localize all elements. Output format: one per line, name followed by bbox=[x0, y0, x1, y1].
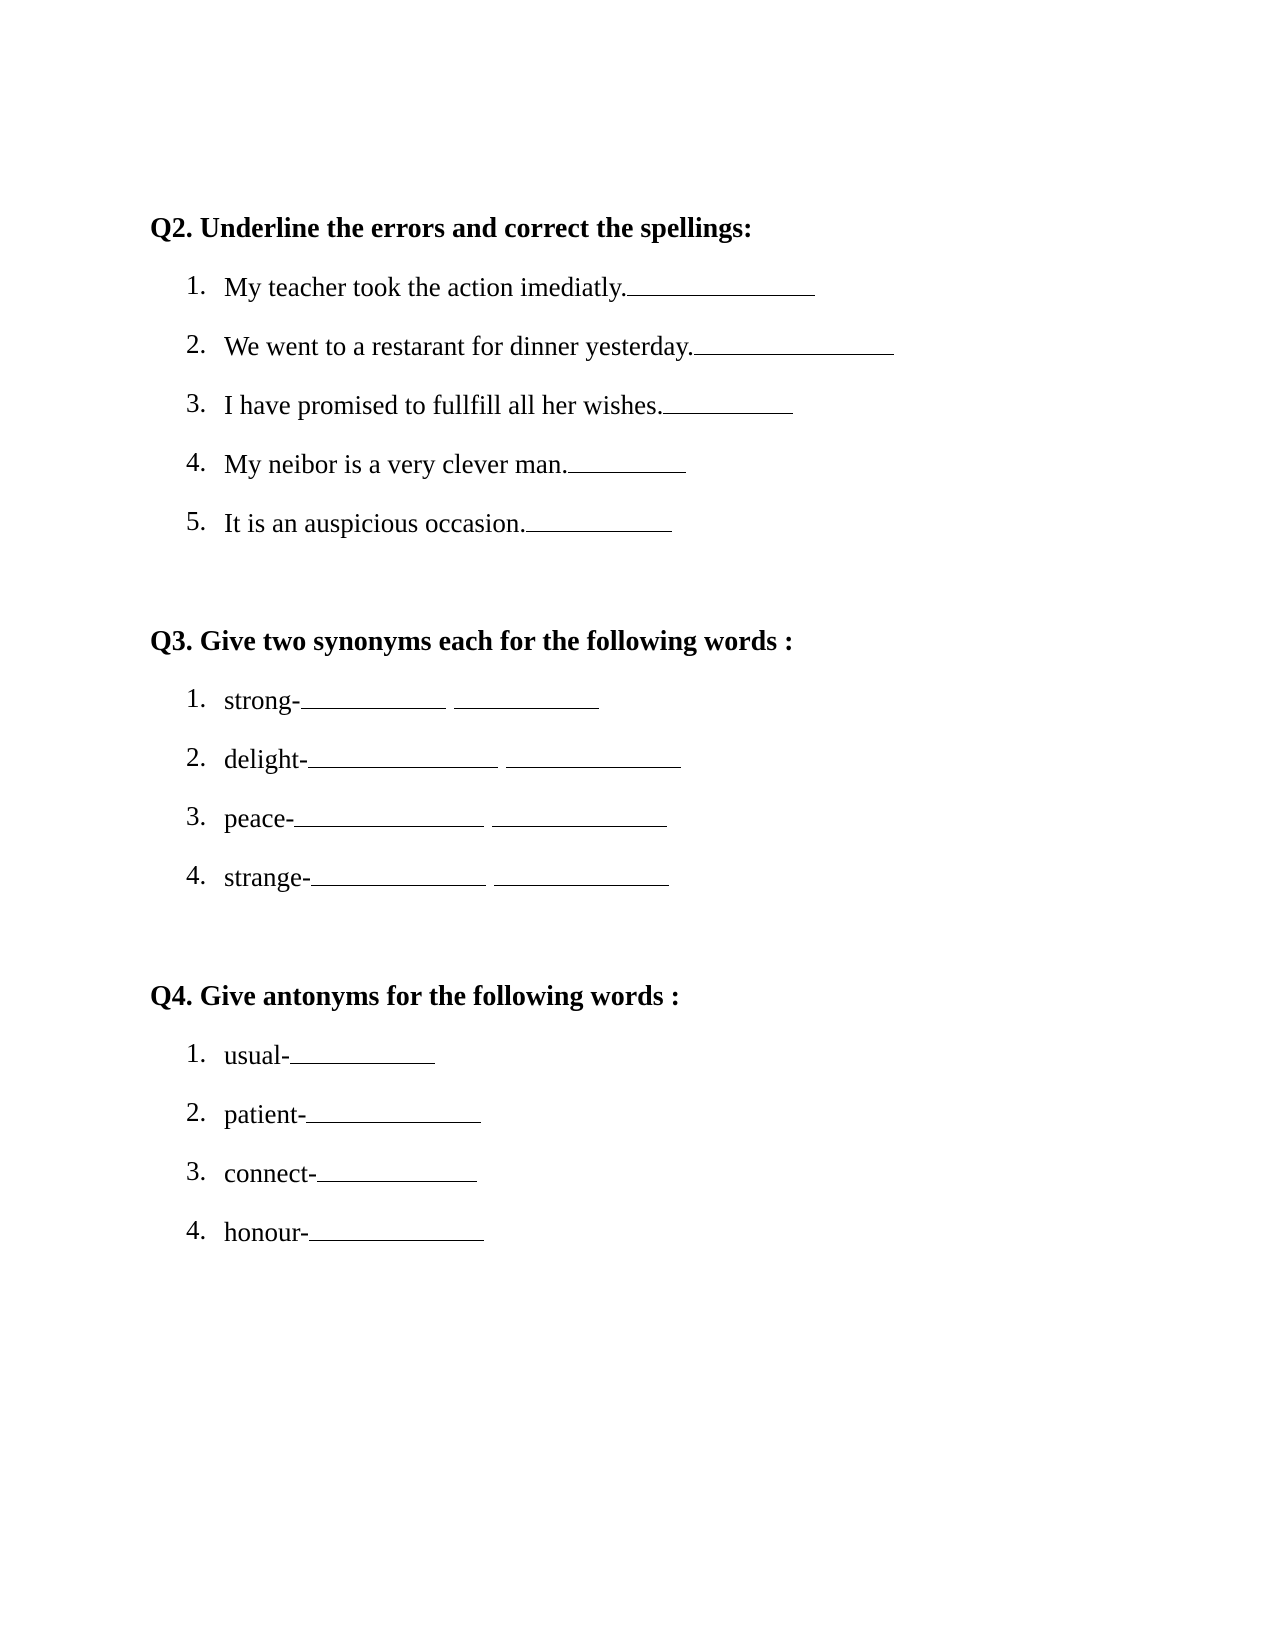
q2-heading: Q2. Underline the errors and correct the spellings: bbox=[150, 213, 753, 244]
item-number: 2. bbox=[186, 329, 207, 359]
list-item bbox=[150, 442, 1150, 501]
item-number: 4. bbox=[186, 1215, 207, 1245]
answer-blank[interactable] bbox=[317, 1151, 477, 1182]
item-text: It is an auspicious occasion. bbox=[224, 508, 527, 538]
q4-heading: Q4. Give antonyms for the following words : bbox=[150, 981, 680, 1012]
list-item bbox=[150, 737, 1150, 796]
item-text: honour- bbox=[224, 1217, 309, 1247]
list-item bbox=[150, 1092, 1150, 1151]
item-text: strange- bbox=[224, 862, 311, 892]
answer-blank[interactable] bbox=[492, 796, 667, 827]
answer-blank[interactable] bbox=[294, 796, 484, 827]
list-item bbox=[150, 1151, 1150, 1210]
item-text: usual- bbox=[224, 1040, 290, 1070]
list-item bbox=[150, 501, 1150, 560]
q4-list bbox=[150, 1033, 1150, 1269]
item-text: patient- bbox=[224, 1099, 307, 1129]
item-text: peace- bbox=[224, 803, 295, 833]
item-text: I have promised to fullfill all her wishes. bbox=[224, 390, 664, 420]
list-item bbox=[150, 796, 1150, 855]
answer-blank[interactable] bbox=[663, 383, 793, 414]
item-number: 4. bbox=[186, 447, 207, 477]
item-number: 2. bbox=[186, 742, 207, 772]
list-item bbox=[150, 855, 1150, 914]
answer-blank[interactable] bbox=[311, 855, 486, 886]
answer-blank[interactable] bbox=[454, 678, 599, 709]
section-q2 bbox=[150, 209, 1150, 560]
answer-blank[interactable] bbox=[301, 678, 446, 709]
answer-blank[interactable] bbox=[290, 1033, 435, 1064]
item-number: 1. bbox=[186, 270, 207, 300]
item-number: 3. bbox=[186, 1156, 207, 1186]
list-item bbox=[150, 265, 1150, 324]
q3-list bbox=[150, 678, 1150, 914]
item-text: My neibor is a very clever man. bbox=[224, 449, 569, 479]
answer-blank[interactable] bbox=[506, 737, 681, 768]
item-text: connect- bbox=[224, 1158, 317, 1188]
item-number: 2. bbox=[186, 1097, 207, 1127]
answer-blank[interactable] bbox=[309, 1210, 484, 1241]
section-q3 bbox=[150, 622, 1150, 914]
list-item bbox=[150, 1210, 1150, 1269]
item-text: My teacher took the action imediatly. bbox=[224, 272, 628, 302]
item-text: We went to a restarant for dinner yesterday. bbox=[224, 331, 694, 361]
item-text: strong- bbox=[224, 685, 301, 715]
list-item bbox=[150, 1033, 1150, 1092]
answer-blank[interactable] bbox=[627, 265, 815, 296]
item-number: 3. bbox=[186, 388, 207, 418]
item-number: 5. bbox=[186, 506, 207, 536]
answer-blank[interactable] bbox=[308, 737, 498, 768]
answer-blank[interactable] bbox=[694, 324, 894, 355]
answer-blank[interactable] bbox=[306, 1092, 481, 1123]
list-item bbox=[150, 324, 1150, 383]
item-number: 4. bbox=[186, 860, 207, 890]
item-number: 1. bbox=[186, 683, 207, 713]
item-text: delight- bbox=[224, 744, 308, 774]
section-q4 bbox=[150, 977, 1150, 1269]
item-number: 3. bbox=[186, 801, 207, 831]
answer-blank[interactable] bbox=[568, 442, 686, 473]
q3-heading: Q3. Give two synonyms each for the following words : bbox=[150, 626, 794, 657]
answer-blank[interactable] bbox=[526, 501, 672, 532]
answer-blank[interactable] bbox=[494, 855, 669, 886]
list-item bbox=[150, 383, 1150, 442]
q2-list bbox=[150, 265, 1150, 560]
item-number: 1. bbox=[186, 1038, 207, 1068]
list-item bbox=[150, 678, 1150, 737]
